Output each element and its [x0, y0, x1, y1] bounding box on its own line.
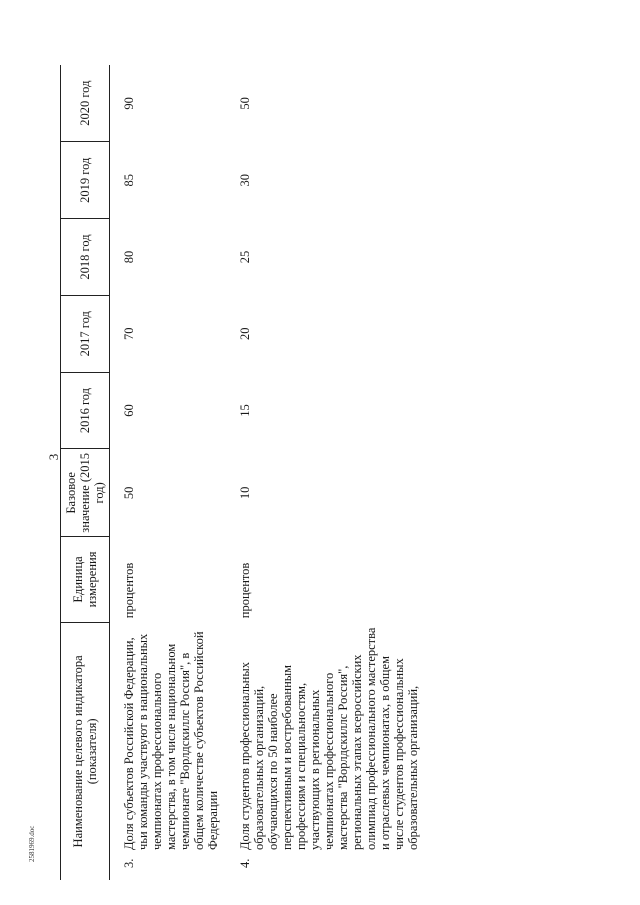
header-unit: Единица измерения [61, 537, 110, 623]
indicator-name: Доля студентов профессиональных образовательных организаций, обучающихся по 50 наиболее перспективным и востребованным профессиям и специальностям, участвующих в региональных чемпионатах профессионального мастерства "Ворлдскиллс Россия", региональных этапах всероссийских олимпиад профессионального мастерства и отраслевых чемпионатах, в общем числе студентов профессиональных образовательных организаций, [238, 627, 420, 850]
value-2020: 90 [122, 97, 136, 110]
row-number: 3. [122, 858, 136, 868]
page-number: 3 [46, 453, 61, 461]
value-2020: 50 [238, 97, 252, 110]
indicator-name: Доля субъектов Российской Федерации, чьи команды участвуют в национальных чемпионатах профессионального мастерства, в том числе национальном чемпионате "Ворлдскиллс Россия", в общем количестве субъектов Российской Федерации [122, 631, 220, 850]
value-2017: 70 [122, 327, 136, 341]
value-2019: 85 [122, 173, 136, 187]
unit-cell: процентов [122, 562, 136, 619]
header-2018: 2018 год [61, 219, 110, 296]
value-2016: 60 [122, 404, 136, 417]
base-value-cell: 10 [238, 486, 252, 500]
value-2019: 30 [238, 173, 252, 187]
indicator-cell [110, 622, 227, 880]
table-row [226, 65, 426, 880]
table-header-row [61, 65, 110, 880]
header-2020: 2020 год [61, 65, 110, 142]
unit-cell: процентов [238, 562, 252, 619]
header-base-value: Базовое значение (2015 год) [61, 449, 110, 537]
indicator-cell [226, 622, 426, 880]
value-2018: 25 [238, 250, 252, 264]
header-2016: 2016 год [61, 372, 110, 449]
value-2017: 20 [238, 327, 252, 341]
base-value-cell: 50 [122, 486, 136, 500]
table-row [110, 65, 227, 880]
row-number: 4. [238, 858, 252, 868]
header-2019: 2019 год [61, 142, 110, 219]
rotated-table-container [60, 65, 565, 880]
header-2017: 2017 год [61, 295, 110, 372]
indicators-table [60, 65, 426, 880]
value-2018: 80 [122, 250, 136, 264]
footer-code: 2581969.doc [28, 825, 36, 862]
value-2016: 15 [238, 404, 252, 417]
header-indicator-name: Наименование целевого индикатора (показателя) [61, 622, 110, 880]
